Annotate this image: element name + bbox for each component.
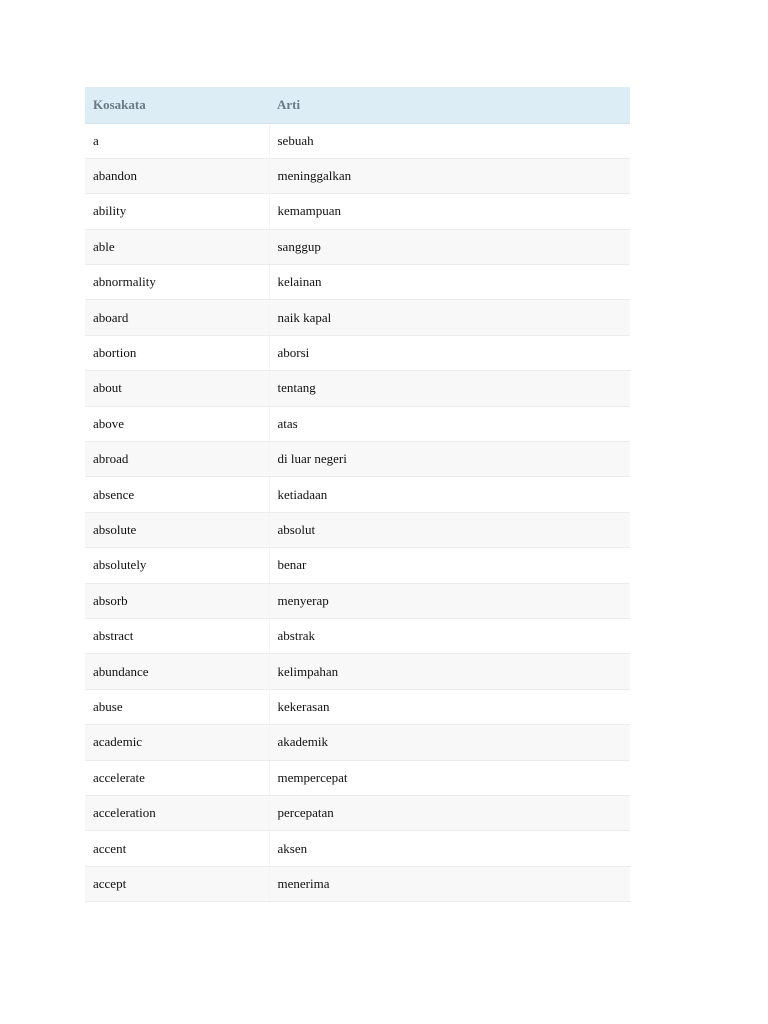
word-cell: absolute [85, 512, 269, 547]
word-cell: academic [85, 725, 269, 760]
table-row [85, 442, 630, 477]
table-row [85, 477, 630, 512]
table-row [85, 335, 630, 370]
table-row [85, 229, 630, 264]
meaning-cell: kekerasan [269, 689, 630, 724]
meaning-cell: menerima [269, 866, 630, 901]
table-row [85, 265, 630, 300]
word-cell: acceleration [85, 795, 269, 830]
meaning-cell: sanggup [269, 229, 630, 264]
word-cell: absorb [85, 583, 269, 618]
word-cell: abstract [85, 618, 269, 653]
meaning-cell: abstrak [269, 618, 630, 653]
word-cell: absence [85, 477, 269, 512]
header-word: Kosakata [85, 87, 269, 123]
meaning-cell: sebuah [269, 123, 630, 158]
table-row [85, 512, 630, 547]
table-row [85, 583, 630, 618]
meaning-cell: akademik [269, 725, 630, 760]
word-cell: absolutely [85, 548, 269, 583]
word-cell: accept [85, 866, 269, 901]
word-cell: abundance [85, 654, 269, 689]
table-row [85, 371, 630, 406]
meaning-cell: aborsi [269, 335, 630, 370]
header-meaning: Arti [269, 87, 630, 123]
word-cell: abuse [85, 689, 269, 724]
table-row [85, 158, 630, 193]
table-row [85, 689, 630, 724]
table-row [85, 831, 630, 866]
meaning-cell: percepatan [269, 795, 630, 830]
word-cell: a [85, 123, 269, 158]
table-row [85, 406, 630, 441]
meaning-cell: benar [269, 548, 630, 583]
table-row [85, 548, 630, 583]
meaning-cell: ketiadaan [269, 477, 630, 512]
vocabulary-table [85, 87, 630, 902]
table-row [85, 795, 630, 830]
meaning-cell: di luar negeri [269, 442, 630, 477]
table-row [85, 618, 630, 653]
table-row [85, 300, 630, 335]
word-cell: able [85, 229, 269, 264]
table-row [85, 654, 630, 689]
meaning-cell: aksen [269, 831, 630, 866]
table-row [85, 194, 630, 229]
word-cell: ability [85, 194, 269, 229]
word-cell: about [85, 371, 269, 406]
word-cell: abnormality [85, 265, 269, 300]
word-cell: abandon [85, 158, 269, 193]
header-row [85, 87, 630, 123]
table-row [85, 760, 630, 795]
meaning-cell: kemampuan [269, 194, 630, 229]
table-body [85, 123, 630, 902]
meaning-cell: mempercepat [269, 760, 630, 795]
meaning-cell: kelainan [269, 265, 630, 300]
word-cell: accelerate [85, 760, 269, 795]
table-row [85, 866, 630, 901]
word-cell: aboard [85, 300, 269, 335]
word-cell: abortion [85, 335, 269, 370]
table-header [85, 87, 630, 123]
word-cell: abroad [85, 442, 269, 477]
table-row [85, 725, 630, 760]
word-cell: above [85, 406, 269, 441]
word-cell: accent [85, 831, 269, 866]
meaning-cell: absolut [269, 512, 630, 547]
meaning-cell: meninggalkan [269, 158, 630, 193]
meaning-cell: atas [269, 406, 630, 441]
meaning-cell: tentang [269, 371, 630, 406]
meaning-cell: naik kapal [269, 300, 630, 335]
meaning-cell: kelimpahan [269, 654, 630, 689]
table-row [85, 123, 630, 158]
meaning-cell: menyerap [269, 583, 630, 618]
